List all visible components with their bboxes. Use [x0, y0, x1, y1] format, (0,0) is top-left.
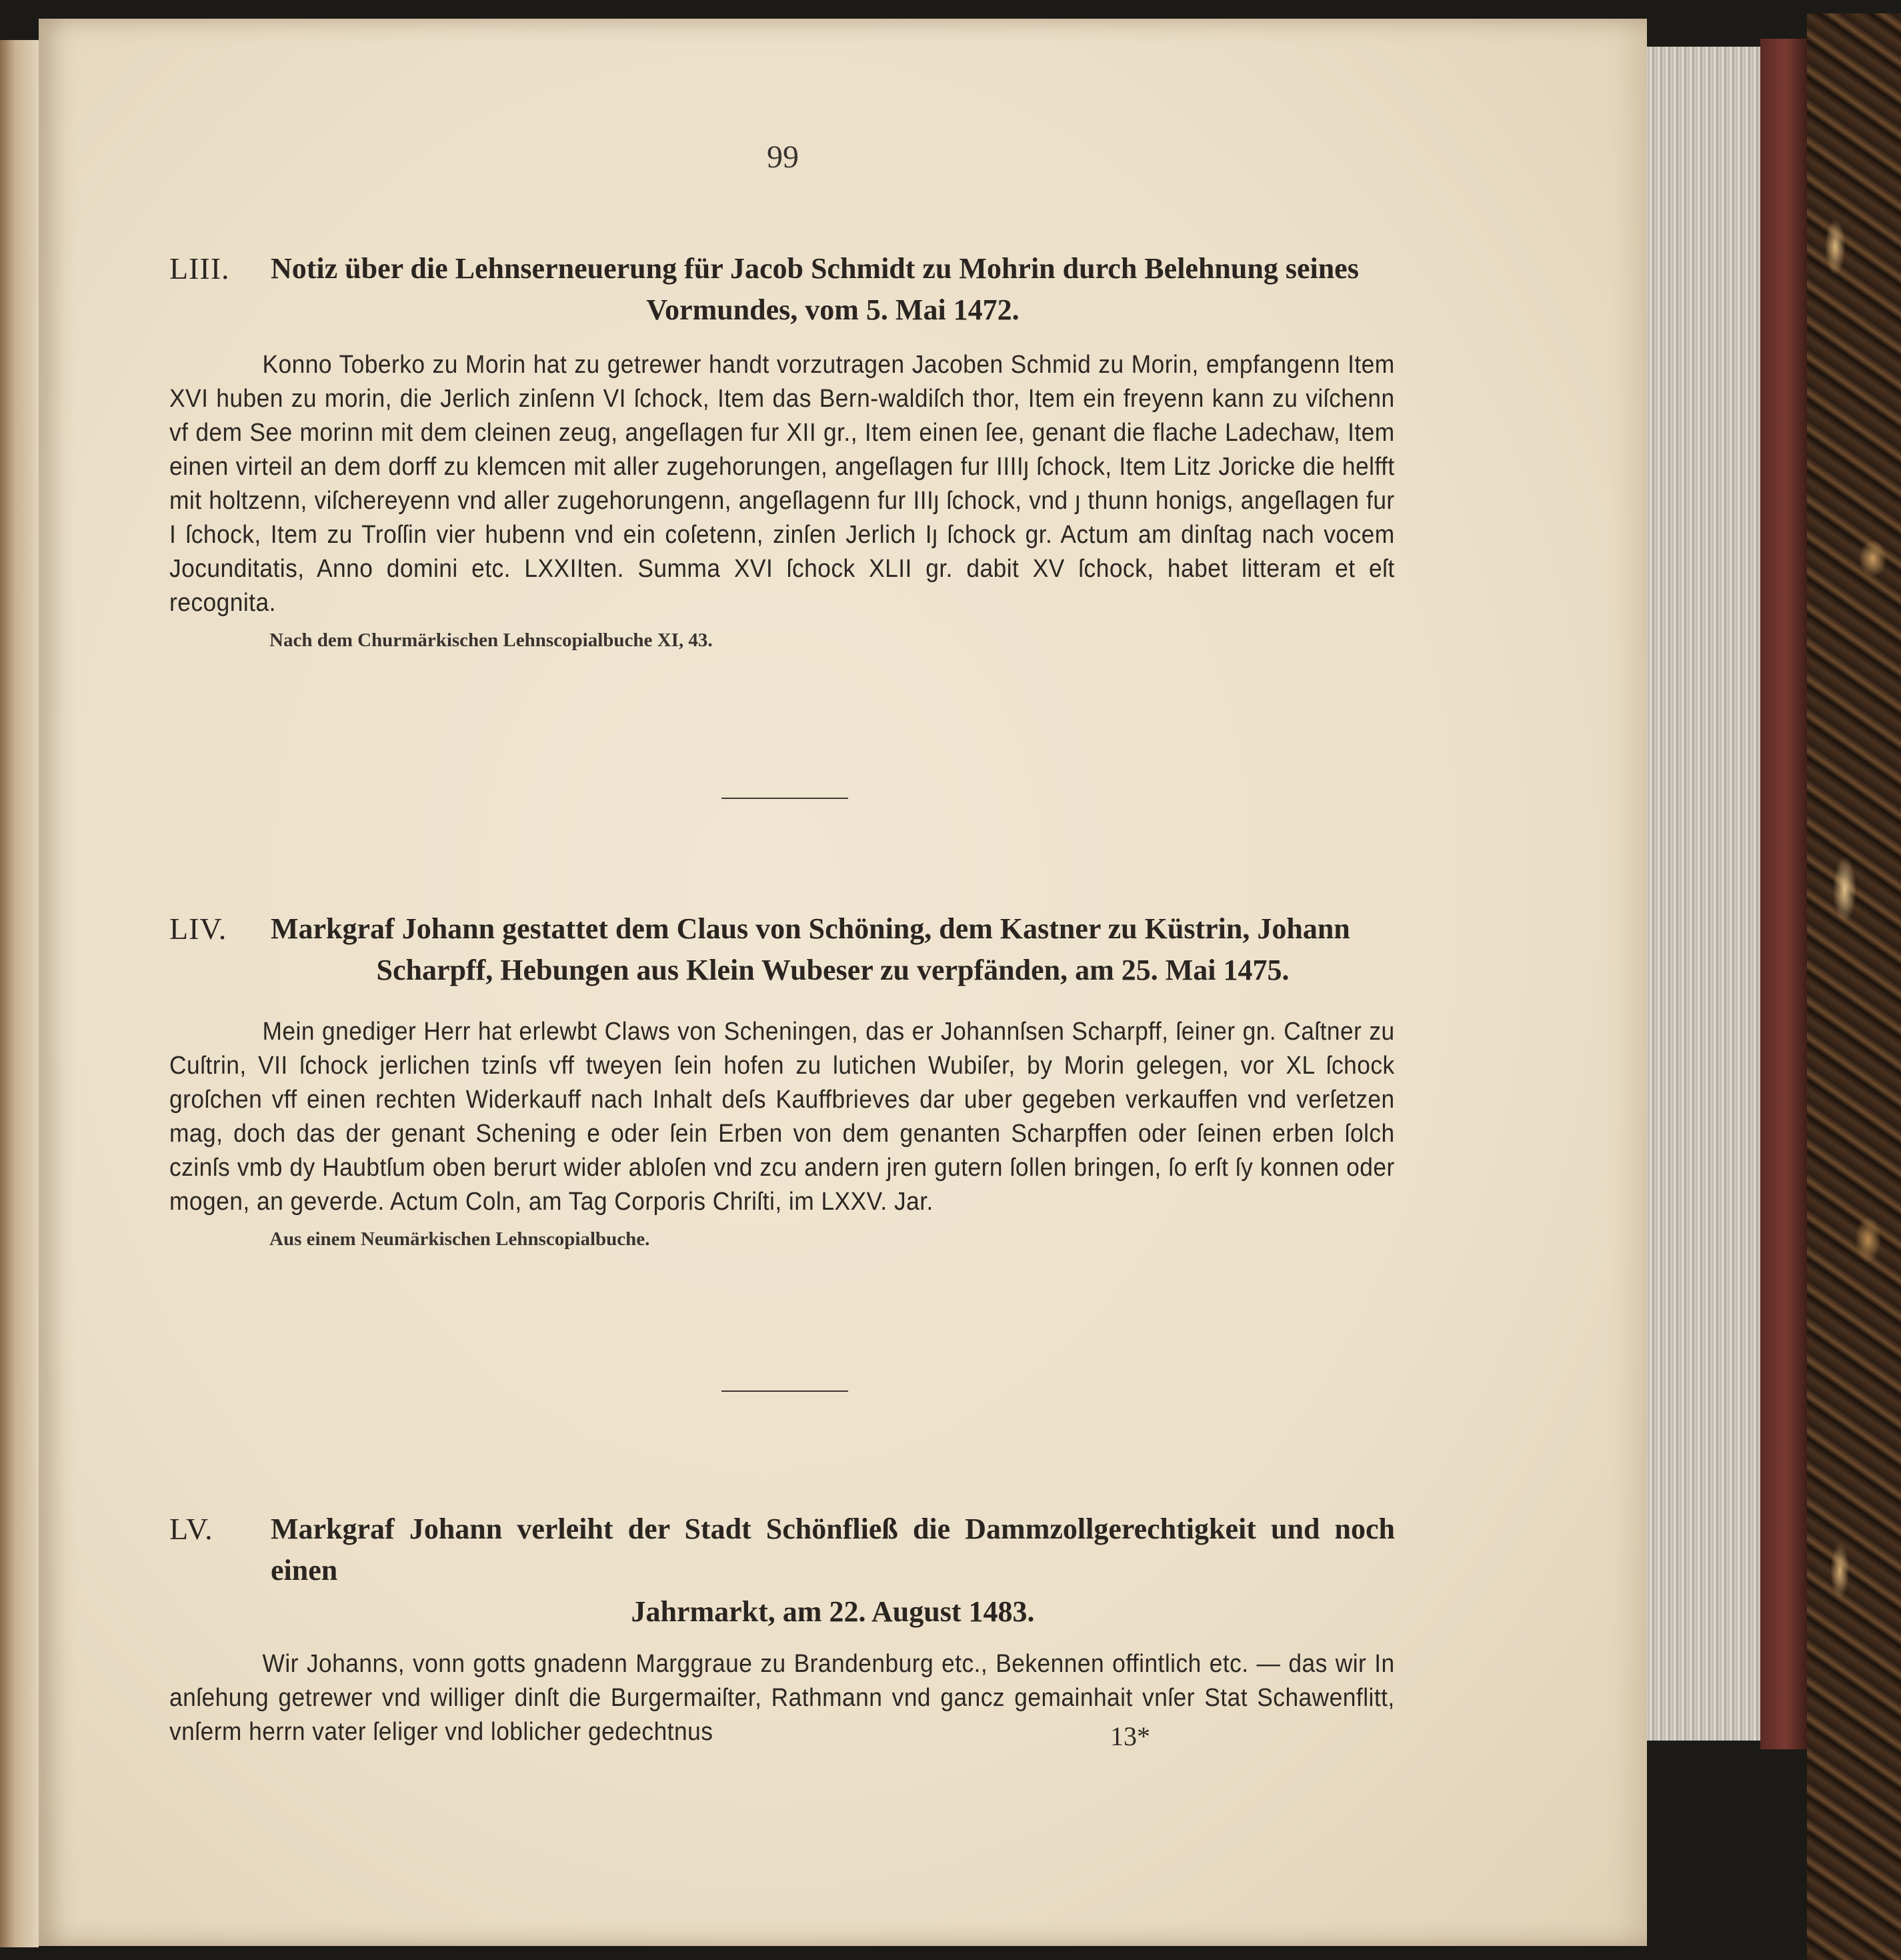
section-body — [169, 1647, 1395, 1749]
section-source: Aus einem Neumärkischen Lehnscopialbuche. — [269, 1228, 650, 1250]
section-body — [169, 348, 1395, 620]
section-title-line2: Vormundes, vom 5. Mai 1472. — [646, 293, 1020, 326]
section-numeral: LIII. — [169, 251, 230, 285]
section-divider — [721, 798, 848, 799]
section-body — [169, 1015, 1395, 1219]
section-heading — [169, 248, 1395, 331]
marbled-endpaper — [1807, 13, 1901, 1960]
section-heading — [169, 908, 1395, 991]
section-divider — [721, 1390, 848, 1392]
section-body-text: Konno Toberko zu Morin hat zu getrewer handt vorzutragen Jacoben Schmid zu Morin, empfangenn Item XVI huben zu morin, die Jerlich zinſenn VI ſchock, Item das Bern-waldiſch thor, Item ein freyenn kann zu viſchenn vf dem See morinn mit dem cleinen zeug, angeſlagen fur XII gr., Item einen ſee, genant die flache Ladechaw, Item einen virteil an dem dorff zu klemcen mit aller zugehorungen, angeſlagen fur IIIIȷ ſchock, Item Litz Joricke die helfft mit holtzenn, viſchereyenn vnd aller zugehorungenn, angeſlagenn fur IIIȷ ſchock, vnd ȷ thunn honigs, angeſlagen fur I ſchock, Item zu Troſſin vier hubenn vnd ein coſetenn, zinſen Jerlich Iȷ ſchock gr. Actum am dinſtag nach vocem Jocunditatis, Anno domini etc. LXXIIten. Summa XVI ſchock XLII gr. dabit XV ſchock, habet litteram et eſt recognita. — [169, 351, 1395, 617]
section-title-line2: Jahrmarkt, am 22. August 1483. — [631, 1595, 1035, 1628]
section-lv — [169, 1509, 1395, 1749]
section-liii — [169, 248, 1395, 654]
section-title-line2: Scharpff, Hebungen aus Klein Wubeser zu verpfänden, am 25. Mai 1475. — [376, 954, 1290, 986]
signature-mark: 13* — [1110, 1721, 1150, 1751]
section-heading — [169, 1509, 1395, 1633]
section-title — [271, 248, 1395, 331]
section-numeral: LV. — [169, 1512, 213, 1546]
section-title-line1: Notiz über die Lehnserneuerung für Jacob Schmidt zu Mohrin durch Belehnung seines — [271, 252, 1359, 285]
section-title-line1: Markgraf Johann gestattet dem Claus von Schöning, dem Kastner zu Küstrin, Johann — [271, 912, 1350, 945]
section-body-text: Wir Johanns, vonn gotts gnadenn Marggraue zu Brandenburg etc., Bekennen offintlich etc. — das wir In anſehung getrewer vnd williger dinſt die Burgermaiſter, Rathmann vnd gancz gemainhait vnſer Stat Schawenflitt, vnſerm herrn vater ſeliger vnd loblicher gedechtnus — [169, 1650, 1395, 1746]
section-body-text: Mein gnediger Herr hat erlewbt Claws von Scheningen, das er Johannſsen Scharpff, ſeiner gn. Caſtner zu Cuſtrin, VII ſchock jerlichen tzinſs vff tweyen ſein hofen zu lutichen Wubiſer, by Morin gelegen, vor XL ſchock groſchen vff einen rechten Widerkauff nach Inhalt deſs Kauffbrieves dar uber gegeben verkauffen vnd verſetzen mag, doch das der genant Schening e oder ſein Erben von dem genanten Scharpffen oder ſeinen erben ſolch czinſs vmb dy Haubtſum oben berurt wider abloſen vnd zcu andern jren gutern ſollen bringen, ſo erſt ſy konnen oder mogen, an geverde. Actum Coln, am Tag Corporis Chriſti, im LXXV. Jar. — [169, 1018, 1395, 1216]
section-source: Nach dem Churmärkischen Lehnscopialbuche XI, 43. — [269, 630, 713, 651]
left-page-edge — [0, 40, 39, 1947]
section-liv — [169, 908, 1395, 1252]
cover-edge — [1760, 39, 1807, 1749]
section-title-line1: Markgraf Johann verleiht der Stadt Schönfließ die Dammzollgerechtigkeit und noch einen — [271, 1513, 1395, 1587]
section-title — [271, 908, 1395, 991]
page-block-edge — [1647, 47, 1760, 1741]
page-number: 99 — [767, 139, 799, 175]
section-title — [271, 1509, 1395, 1633]
section-numeral: LIV. — [169, 912, 227, 946]
